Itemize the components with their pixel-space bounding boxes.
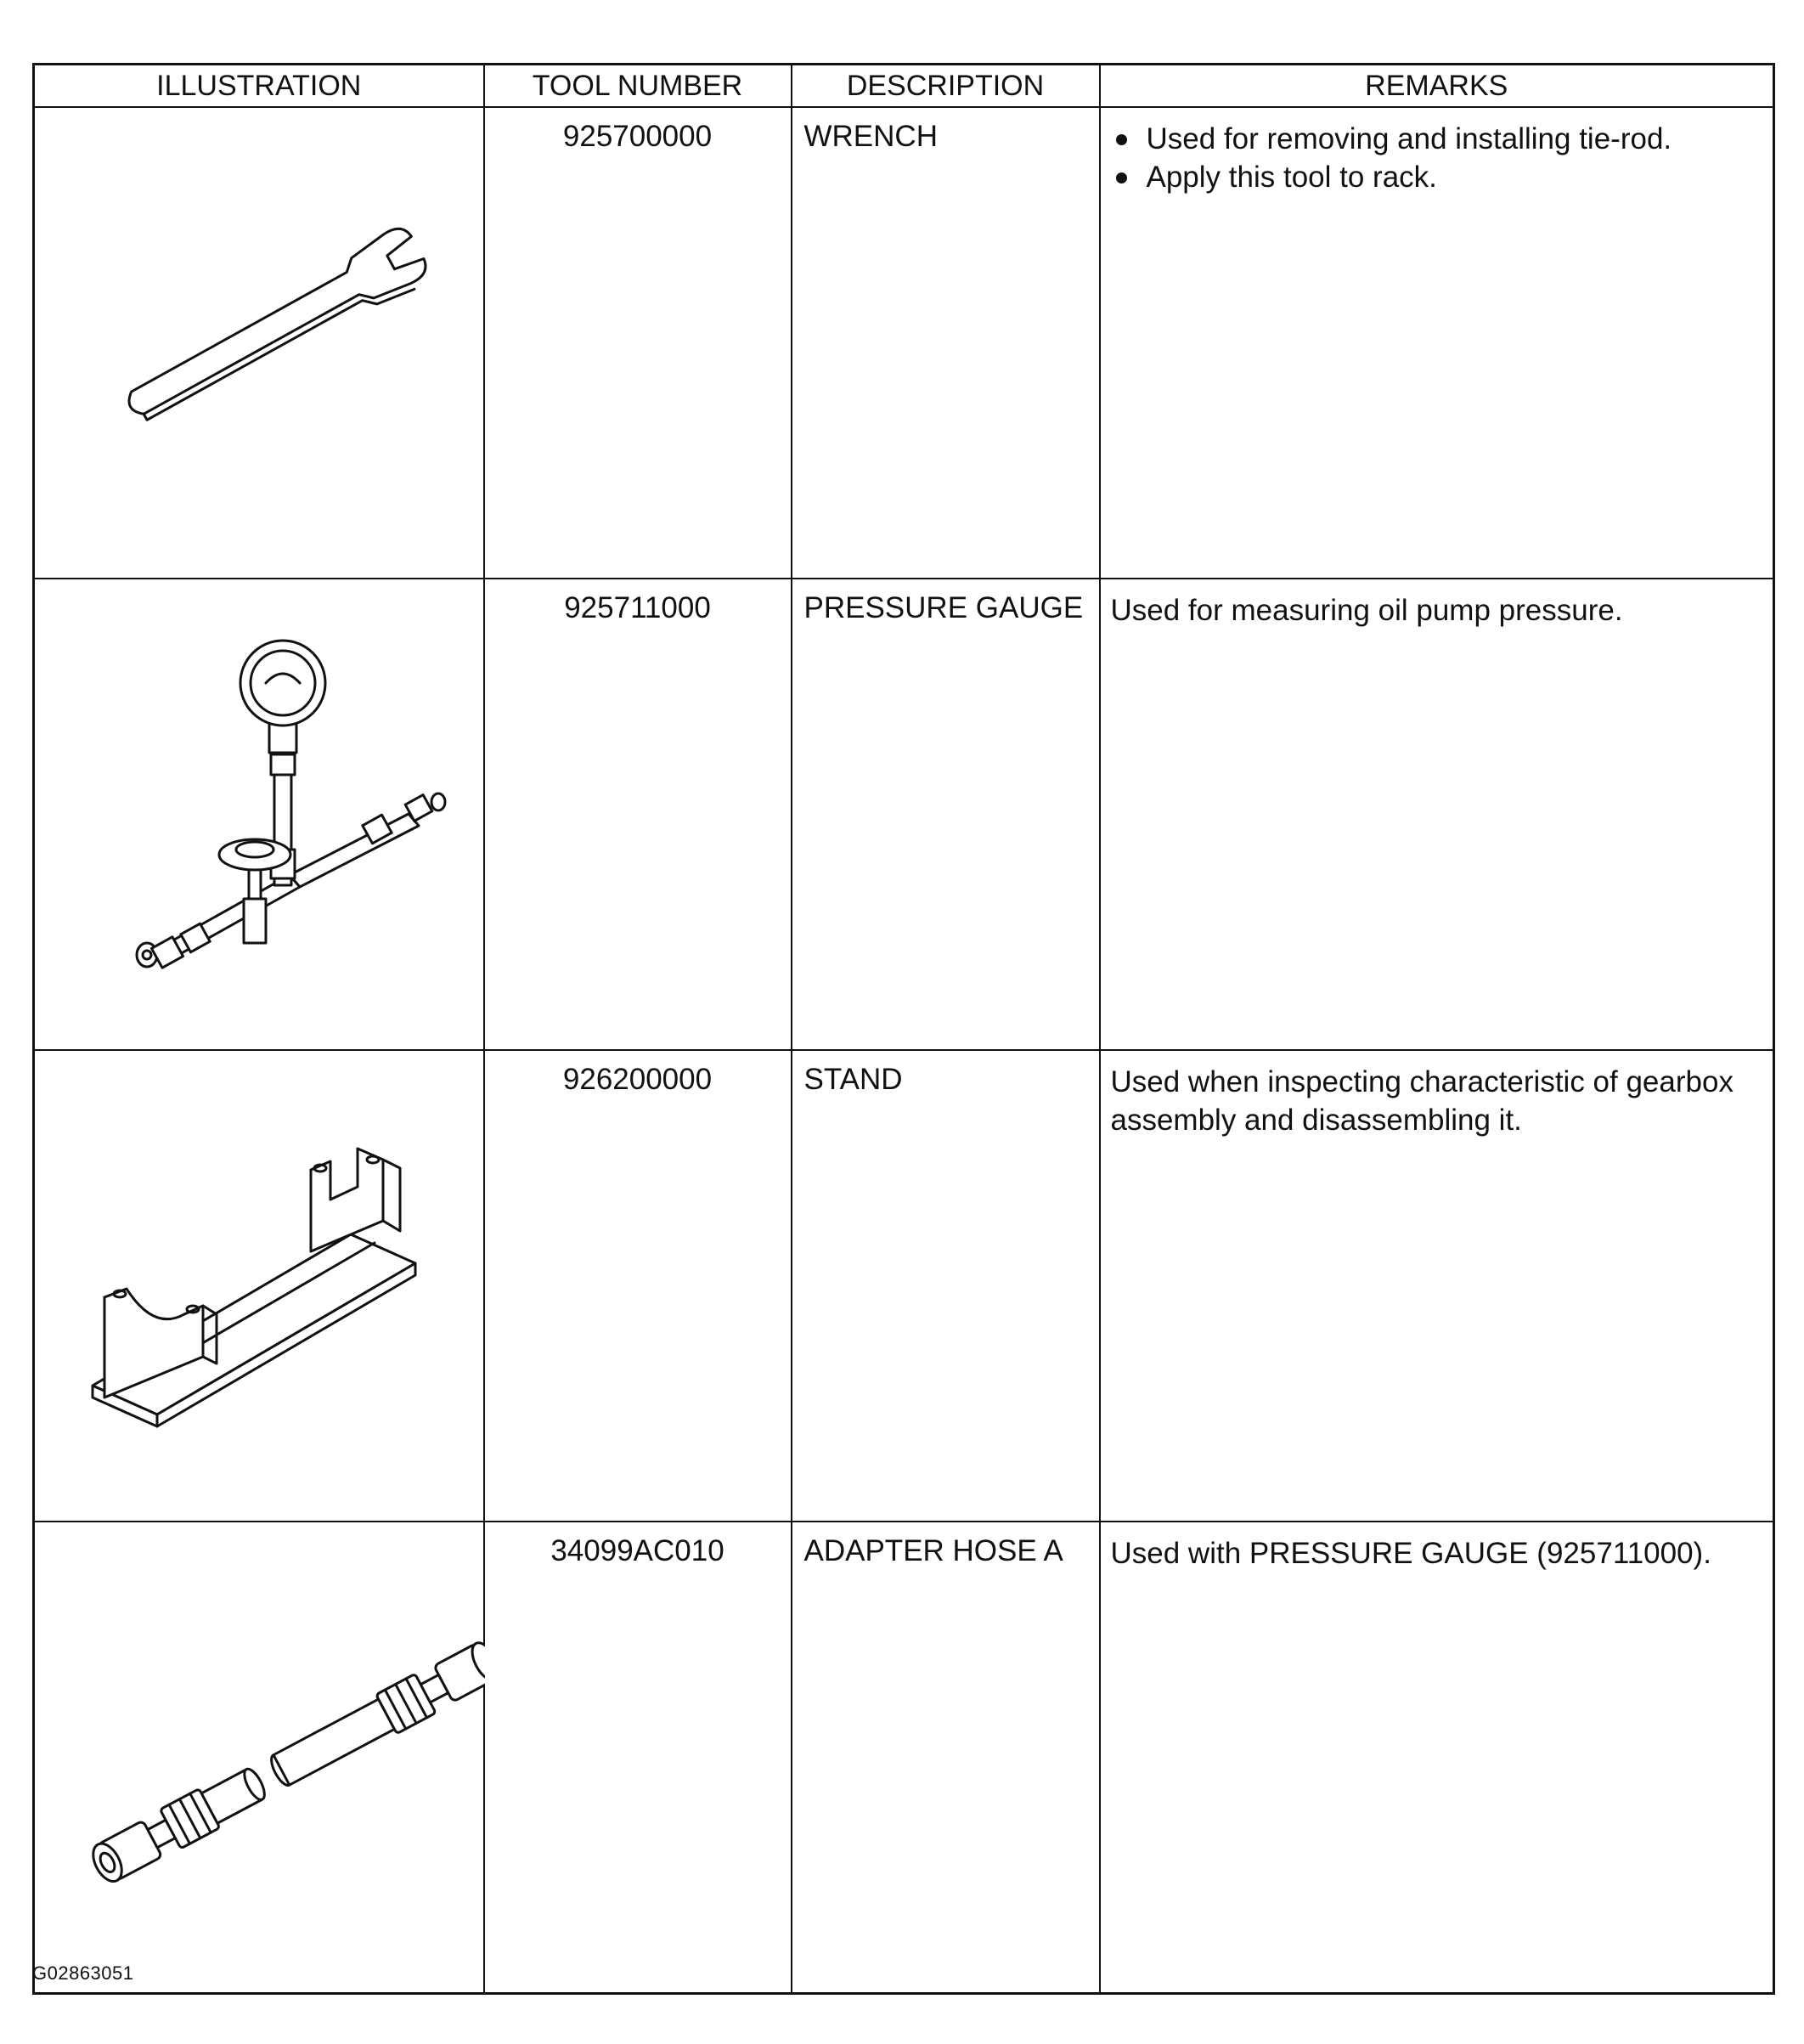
tool-remarks: Used when inspecting characteristic of gearbox assembly and disassembling it. xyxy=(1100,1050,1774,1522)
table-row xyxy=(34,107,1774,579)
table-row xyxy=(34,1050,1774,1522)
illustration-cell xyxy=(34,1050,484,1522)
stand-icon xyxy=(35,1051,485,1509)
tool-description: STAND xyxy=(792,1050,1100,1522)
tool-number: 926200000 xyxy=(484,1050,792,1522)
tool-remarks xyxy=(1100,107,1774,579)
remarks-list xyxy=(1111,120,1763,196)
tool-remarks: Used for measuring oil pump pressure. xyxy=(1100,579,1774,1050)
illustration-cell xyxy=(34,579,484,1050)
pressure-gauge-icon xyxy=(35,579,485,1037)
header-illustration: ILLUSTRATION xyxy=(34,65,484,108)
wrench-icon xyxy=(35,108,485,566)
header-tool-number: TOOL NUMBER xyxy=(484,65,792,108)
figure-code: G02863051 xyxy=(32,1962,134,1984)
tool-description: PRESSURE GAUGE xyxy=(792,579,1100,1050)
tool-number: 925711000 xyxy=(484,579,792,1050)
special-tools-table xyxy=(32,63,1775,1995)
tool-description: ADAPTER HOSE A xyxy=(792,1522,1100,1994)
tool-remarks: Used with PRESSURE GAUGE (925711000). xyxy=(1100,1522,1774,1994)
remark-item: Used for removing and installing tie-rod. xyxy=(1111,120,1763,158)
header-description: DESCRIPTION xyxy=(792,65,1100,108)
table-row xyxy=(34,1522,1774,1994)
adapter-hose-icon xyxy=(35,1522,485,1980)
tool-number: 925700000 xyxy=(484,107,792,579)
tool-number: 34099AC010 xyxy=(484,1522,792,1994)
tool-description: WRENCH xyxy=(792,107,1100,579)
table-header-row xyxy=(34,65,1774,108)
table-row xyxy=(34,579,1774,1050)
illustration-cell xyxy=(34,107,484,579)
illustration-cell xyxy=(34,1522,484,1994)
remark-item: Apply this tool to rack. xyxy=(1111,158,1763,196)
header-remarks: REMARKS xyxy=(1100,65,1774,108)
